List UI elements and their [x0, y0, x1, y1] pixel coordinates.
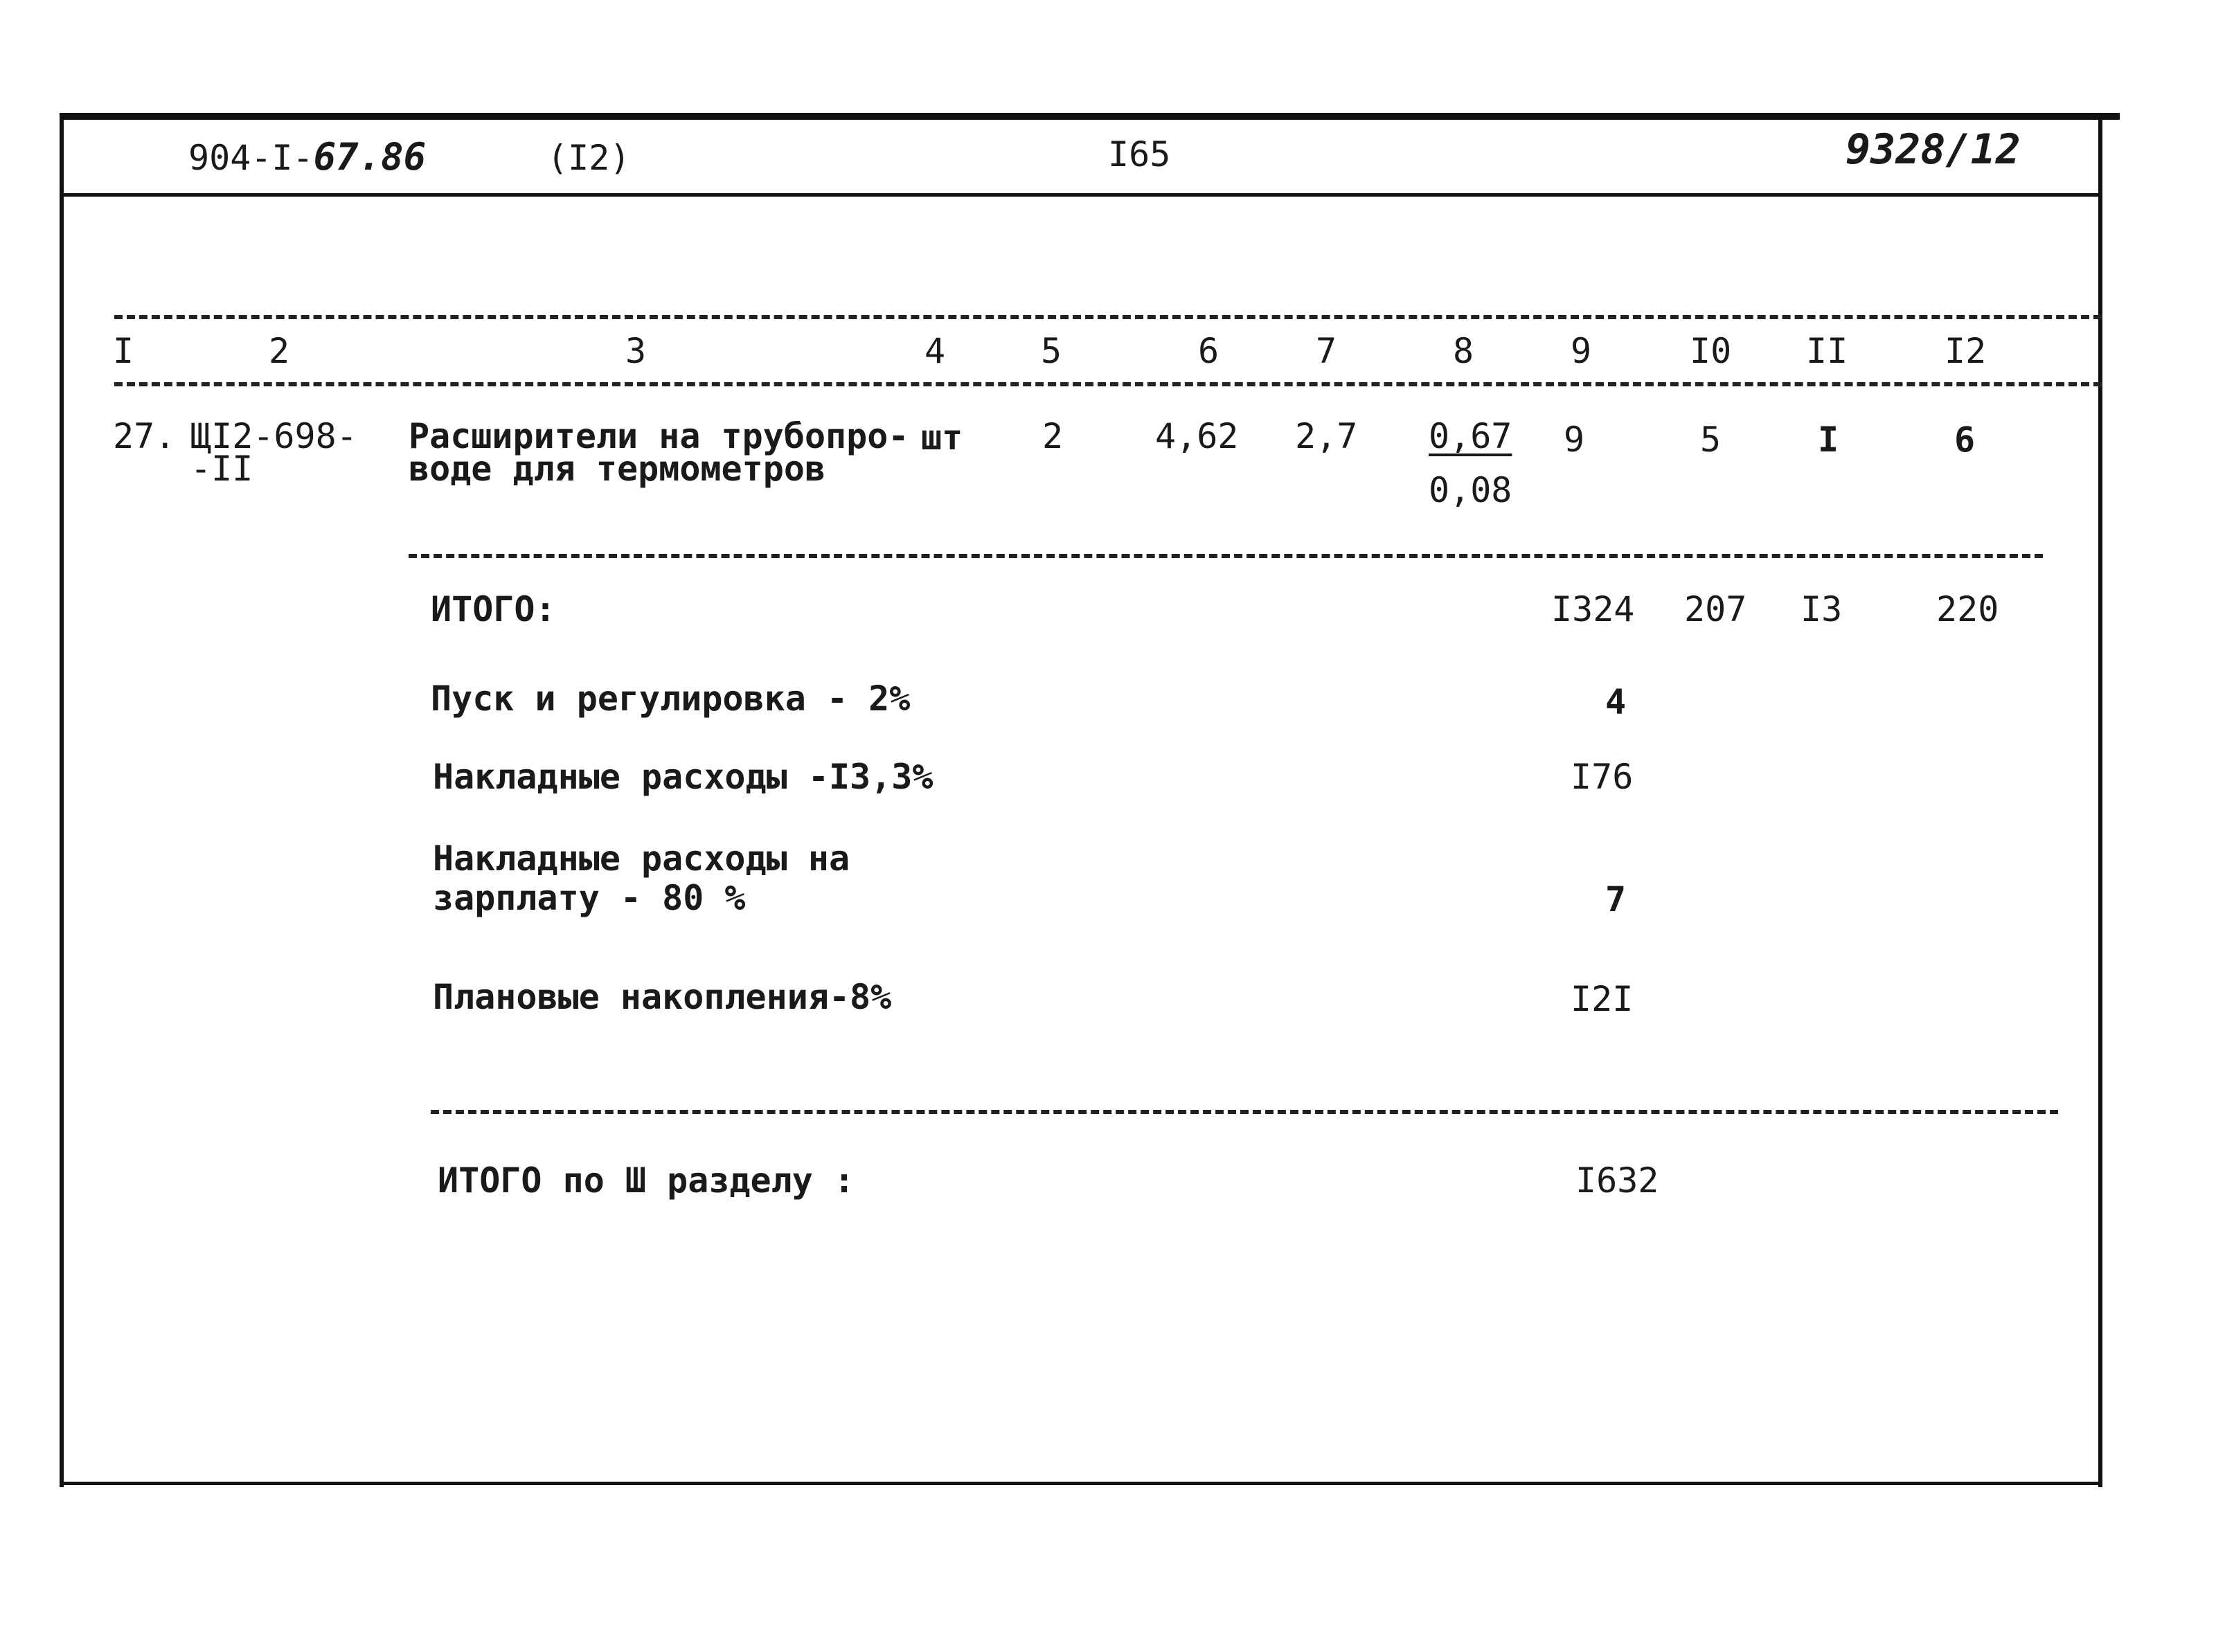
itogo-col11: I3: [1800, 589, 1843, 629]
frame-right-border: [2098, 120, 2102, 1487]
column-header: 2: [269, 331, 290, 371]
plan-value: I2I: [1571, 979, 1634, 1019]
doc-code-prefix: 904-I-: [188, 138, 314, 178]
table-top-rule: [114, 315, 2102, 319]
row-name-line1: Расширители на трубопро-: [409, 416, 909, 456]
header-divider: [64, 193, 2098, 197]
pusk-label: Пуск и регулировка - 2%: [431, 679, 911, 719]
frame-left-border: [60, 113, 64, 1487]
row-col10: 5: [1700, 420, 1722, 460]
row-col12: 6: [1954, 420, 1976, 460]
doc-code-handwritten: 67.86: [313, 135, 427, 179]
itogo-col10: 207: [1684, 589, 1747, 629]
column-header: 9: [1571, 331, 1592, 371]
itogo-label: ИТОГО:: [431, 589, 556, 629]
nakl-zp-line1: Накладные расходы на: [433, 838, 850, 879]
column-header: 6: [1198, 331, 1219, 371]
row-col8-bottom: 0,08: [1429, 470, 1512, 510]
column-header: 8: [1453, 331, 1474, 371]
column-header: I: [113, 331, 134, 371]
sheet-number: 9328/12: [1846, 125, 2021, 174]
nakl-zp-value: 7: [1605, 879, 1627, 919]
row-name-line2: воде для термометров: [409, 449, 826, 489]
section-total-value: I632: [1575, 1160, 1659, 1201]
section-total-label: ИТОГО по Ш разделу :: [438, 1160, 855, 1201]
column-header: 5: [1041, 331, 1062, 371]
column-header: 4: [924, 331, 946, 371]
row-col8-top: 0,67: [1429, 416, 1512, 456]
nakl-value: I76: [1571, 757, 1634, 797]
row-col7: 2,7: [1295, 416, 1358, 456]
row-qty: 2: [1042, 416, 1064, 456]
column-header: I0: [1690, 331, 1732, 371]
frame-top-border: [60, 113, 2120, 120]
page-number: I65: [1108, 134, 1171, 174]
pusk-value: 4: [1605, 682, 1627, 722]
row-number: 27.: [113, 416, 176, 456]
column-header: 3: [625, 331, 647, 371]
section-number: (I2): [547, 138, 631, 178]
nakl-zp-line2: зарплату - 80 %: [433, 878, 746, 918]
table-header-rule: [114, 382, 2102, 386]
frame-bottom-border: [60, 1482, 2102, 1485]
doc-code: [188, 135, 427, 179]
itogo-col9: I324: [1551, 589, 1635, 629]
row-code-line1: ЩI2-698-: [190, 416, 357, 456]
section-total-rule: [431, 1110, 2058, 1114]
row-col9: 9: [1564, 420, 1585, 460]
row-col11: I: [1818, 420, 1839, 460]
plan-label: Плановые накопления-8%: [433, 977, 892, 1017]
column-header: 7: [1316, 331, 1337, 371]
row-end-rule: [409, 554, 2043, 558]
row-unit: шт: [921, 418, 963, 458]
column-header: II: [1806, 331, 1848, 371]
row-col6: 4,62: [1155, 416, 1239, 456]
row-code-line2: -II: [190, 449, 253, 489]
nakl-label: Накладные расходы -I3,3%: [433, 757, 933, 797]
itogo-col12: 220: [1936, 589, 1999, 629]
column-header: I2: [1945, 331, 1987, 371]
